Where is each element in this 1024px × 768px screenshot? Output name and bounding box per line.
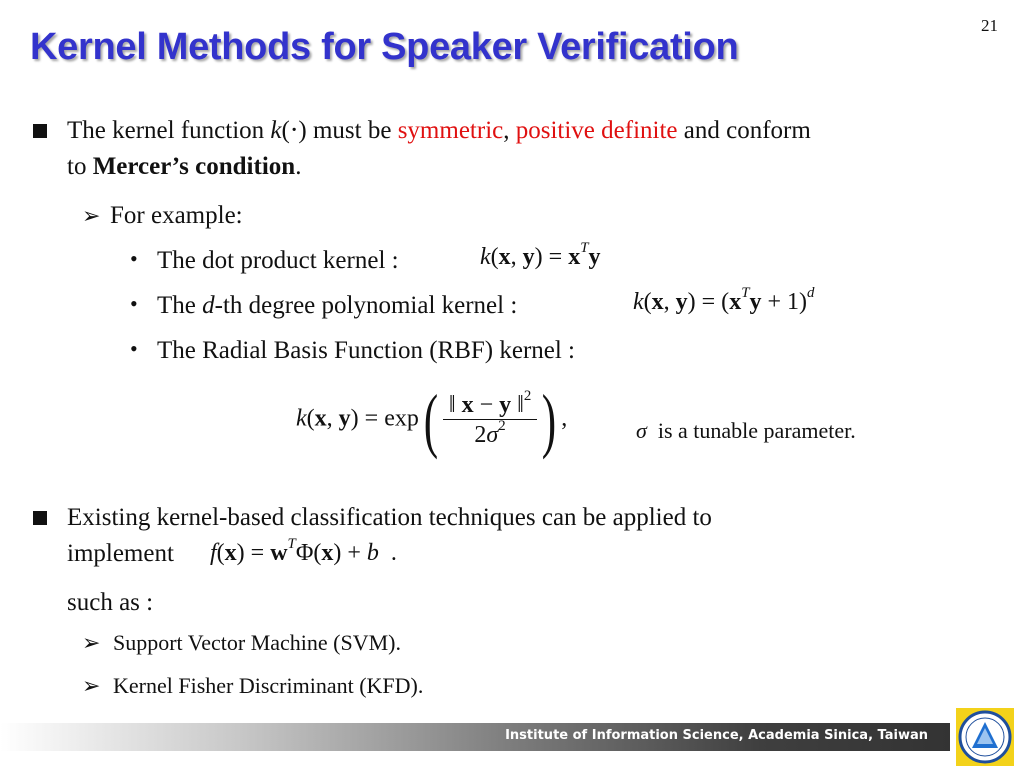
math-exponent: 2 xyxy=(523,387,532,404)
rbf-fraction xyxy=(443,387,537,449)
math-T: T xyxy=(741,285,750,302)
text-run: must be xyxy=(306,117,398,144)
math-arg: (⋅) xyxy=(281,117,307,144)
math-sigma: σ xyxy=(636,418,647,443)
polynomial-formula: k(x, $y) = (x^Ty + 1)^d$ xyxy=(633,285,815,315)
math-x: x xyxy=(498,244,511,270)
dot-bullet: • xyxy=(130,246,138,271)
dot-bullet: • xyxy=(130,291,138,316)
rbf-label: The Radial Basis Function (RBF) kernel : xyxy=(157,337,576,364)
text-run: -th degree polynomial kernel : xyxy=(214,292,518,319)
arrow-bullet-icon: ➢ xyxy=(82,630,101,655)
text-run: and conform xyxy=(677,117,811,144)
implement-formula: $f(x) = w^T\Phi(x) + b$ . xyxy=(210,536,397,566)
math-exp: exp xyxy=(384,405,419,432)
dot-product-label: The dot product kernel : xyxy=(157,247,399,274)
dot-bullet: • xyxy=(130,336,138,361)
symmetric-highlight: symmetric xyxy=(397,117,504,144)
slide-number: 21 xyxy=(981,16,998,35)
math-sigma: σ xyxy=(486,421,499,448)
bullet-existing-techniques xyxy=(67,500,1007,572)
mercer-condition: Mercer’s condition xyxy=(92,153,296,180)
rbf-formula: k(x, y) = exp( $\frac{‖ x - y ‖^2}{2\sigma^2}$ ) , xyxy=(296,380,568,460)
math-y: y xyxy=(499,391,512,418)
math-k: k xyxy=(633,289,644,315)
math-x: x xyxy=(729,289,742,315)
math-d: d xyxy=(807,285,815,302)
sigma-note-text: is a tunable parameter. xyxy=(657,418,856,443)
text-run: to xyxy=(67,153,93,180)
right-paren: ) xyxy=(542,380,557,460)
math-k: k xyxy=(270,117,282,144)
square-bullet xyxy=(33,124,47,138)
math-d: d xyxy=(202,292,215,319)
math-y: y xyxy=(338,405,351,432)
text-run: The kernel function xyxy=(67,117,271,144)
list-item-kfd: Kernel Fisher Discriminant (KFD). xyxy=(113,673,424,698)
math-T: T xyxy=(287,536,296,553)
math-x: x xyxy=(321,540,334,566)
slide-title: Kernel Methods for Speaker Verification xyxy=(30,26,739,68)
square-bullet xyxy=(33,511,47,525)
left-paren: ( xyxy=(423,380,439,460)
math-x: x xyxy=(224,540,237,566)
bullet-kernel-function xyxy=(67,113,1007,185)
positive-definite-highlight: positive definite xyxy=(515,117,678,144)
math-y: y xyxy=(588,244,601,270)
academia-sinica-logo-icon xyxy=(956,708,1014,766)
math-x: x xyxy=(651,289,664,315)
text-run: Existing kernel-based classification techniques can be applied to xyxy=(67,504,712,531)
math-k: k xyxy=(480,244,491,270)
math-y: y xyxy=(749,289,762,315)
math-x: x xyxy=(568,244,581,270)
for-example-label: For example: xyxy=(110,202,243,229)
dot-product-formula: k(x, $y) = x^Ty$ xyxy=(480,240,601,270)
math-exponent: 2 xyxy=(498,417,506,434)
arrow-bullet-icon: ➢ xyxy=(82,203,101,228)
math-k: k xyxy=(296,405,307,432)
arrow-bullet-icon: ➢ xyxy=(82,673,101,698)
math-two: 2 xyxy=(474,421,487,448)
polynomial-label xyxy=(157,288,517,324)
text-run: The xyxy=(157,292,203,319)
sigma-note xyxy=(636,418,856,444)
math-y: y xyxy=(675,289,688,315)
fraction-numerator: ‖ x − y ‖$^2$ xyxy=(443,392,537,420)
math-x: x xyxy=(314,405,327,432)
footer-institute-text: Institute of Information Science, Academia Sinica, Taiwan xyxy=(505,728,928,743)
fraction-denominator xyxy=(443,417,537,449)
math-x: x xyxy=(461,391,474,418)
such-as-label: such as : xyxy=(67,589,154,616)
text-run: , xyxy=(503,117,516,144)
text-run: . xyxy=(295,153,302,180)
text-run: implement xyxy=(67,540,174,567)
text-run: . xyxy=(390,540,397,566)
math-T: T xyxy=(580,240,589,257)
list-item-svm: Support Vector Machine (SVM). xyxy=(113,630,401,655)
math-y: y xyxy=(522,244,535,270)
